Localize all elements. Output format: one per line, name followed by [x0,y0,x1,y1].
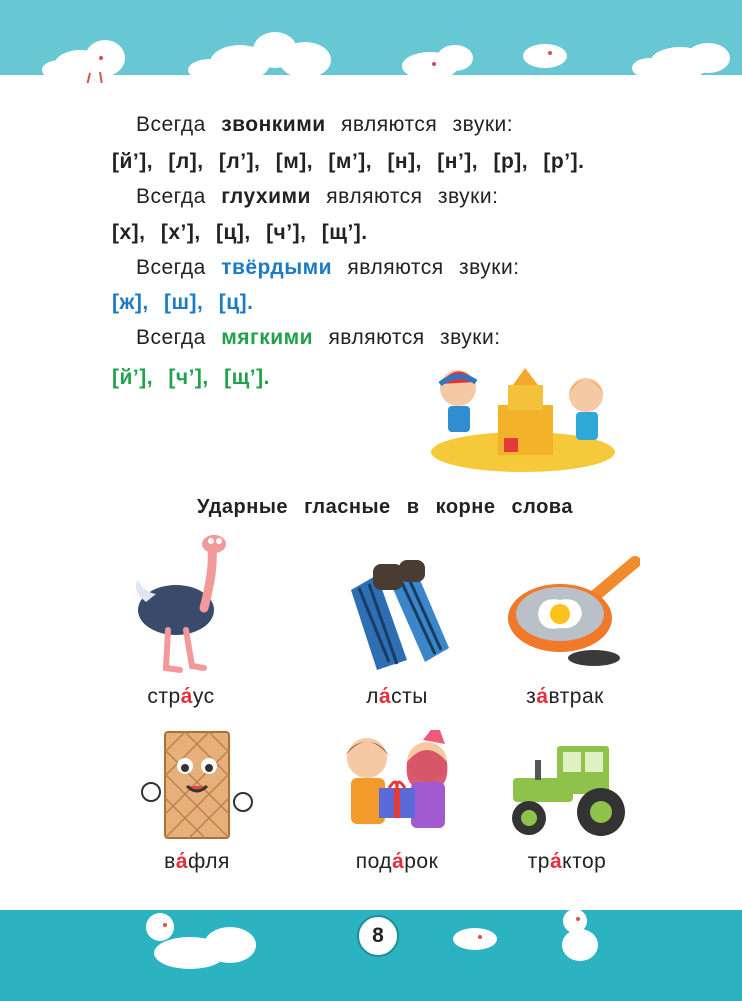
rule-voiced-intro: Всегда звонкими являются звуки: [136,113,514,136]
frying-pan-icon [490,530,640,675]
rule-keyword: звонкими [221,113,326,136]
rule-hard-intro: Всегда твёрдыми являются звуки: [136,256,520,279]
word-label: за́втрак [526,685,604,708]
word-label: ва́фля [164,850,230,873]
word-card [92,730,302,874]
section-title: Ударные гласные в корне слова [197,496,573,518]
rule-soft-intro: Всегда мягкими являются звуки: [136,326,501,349]
gift-icon [327,730,467,840]
word-card [460,530,670,709]
word-label: пода́рок [355,850,439,873]
word-card [76,530,286,709]
page-number: 8 [357,915,399,957]
rule-voiceless-intro: Всегда глухими являются звуки: [136,185,499,208]
rule-keyword: глухими [221,185,311,208]
rule-voiced-sounds: [й’], [л], [л’], [м], [м’], [н], [н’], [р], [р’]. [112,150,585,173]
tractor-icon [497,730,637,840]
sandcastle-kids-illustration [428,360,618,475]
clouds-decoration [0,28,742,83]
rule-soft-sounds: [й’], [ч’], [щ’]. [112,366,270,389]
word-label: ла́сты [366,685,428,708]
rule-hard-sounds: [ж], [ш], [ц]. [112,291,254,314]
word-label: тра́ктор [527,850,607,873]
rule-keyword: твёрдыми [221,256,333,279]
word-card [462,730,672,874]
waffle-icon [137,730,257,840]
flippers-icon [337,530,457,675]
rule-voiceless-sounds: [х], [х’], [ц], [ч’], [щ’]. [112,221,368,244]
rule-keyword: мягкими [221,326,314,349]
ostrich-icon [126,530,236,675]
word-label: стра́ус [147,685,215,708]
